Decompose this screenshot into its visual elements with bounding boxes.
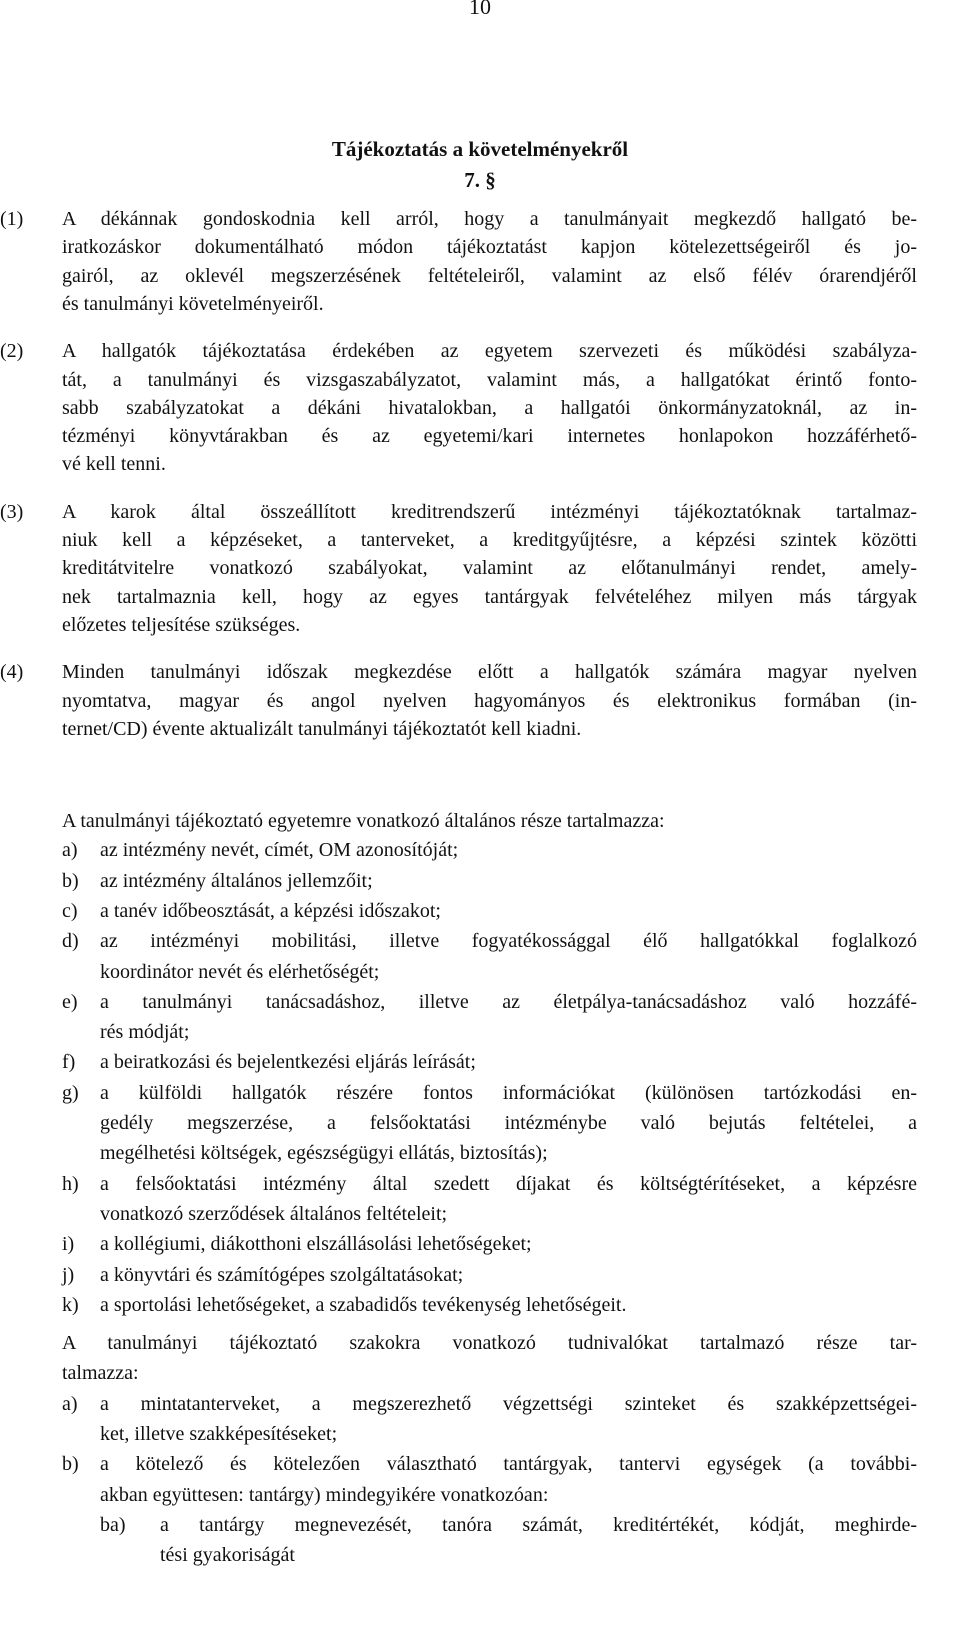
list-item: az intézményi mobilitási, illetve fogyatékossággal élő hallgatókkal foglalkozó bbox=[100, 930, 917, 953]
paragraph-line: tézményi könyvtárakban és az egyetemi/kari internetes honlapokon hozzáférhető- bbox=[62, 425, 917, 448]
list-item: a kollégiumi, diákotthoni elszállásolási lehetőségeket; bbox=[100, 1233, 532, 1256]
paragraph-line: A karok által összeállított kreditrendszerű intézményi tájékoztatóknak tartalmaz- bbox=[62, 500, 917, 523]
list-intro: A tanulmányi tájékoztató szakokra vonatkozó tudnivalókat tartalmazó része tar- bbox=[62, 1332, 917, 1354]
paragraph-line: ternet/CD) évente aktualizált tanulmányi tájékoztatót kell kiadni. bbox=[62, 717, 582, 740]
page-number: 10 bbox=[469, 0, 491, 19]
list-label: a) bbox=[62, 1392, 78, 1415]
list-label: f) bbox=[62, 1051, 76, 1074]
list-label: b) bbox=[62, 869, 79, 892]
list-item: a tanév időbeosztását, a képzési időszakot; bbox=[100, 899, 441, 922]
list-label: h) bbox=[62, 1172, 79, 1195]
paragraph-line: niuk kell a képzéseket, a tanterveket, a kreditgyűjtésre, a képzési szintek közötti bbox=[62, 529, 917, 551]
paragraph-line: iratkozáskor dokumentálható módon tájékoztatást kapjon kötelezettségeiről és jo- bbox=[62, 236, 917, 259]
list-item: megélhetési költségek, egészségügyi ellátás, biztosítás); bbox=[100, 1142, 548, 1165]
list-item: gedély megszerzése, a felsőoktatási intézménybe való bejutás feltételei, a bbox=[100, 1112, 917, 1134]
list-label: c) bbox=[62, 899, 78, 922]
list-item: a kötelező és kötelezően választható tantárgyak, tantervi egységek (a további- bbox=[100, 1453, 917, 1476]
list-label: j) bbox=[62, 1263, 75, 1286]
sub-list-label: ba) bbox=[100, 1513, 126, 1536]
list-item: a felsőoktatási intézmény által szedett díjakat és költségtérítéseket, a képzésre bbox=[100, 1172, 917, 1195]
paragraph-line: sabb szabályzatokat a dékáni hivatalokban, a hallgatói önkormányzatoknál, az in- bbox=[62, 396, 917, 419]
list-item: az intézmény nevét, címét, OM azonosítóját; bbox=[100, 839, 459, 862]
list-item: az intézmény általános jellemzőit; bbox=[100, 869, 373, 892]
paragraph-line: gairól, az oklevél megszerzésének feltételeiről, valamint az első félév órarendjéről bbox=[62, 264, 917, 287]
list-item: a sportolási lehetőségeket, a szabadidős tevékenység lehetőségeit. bbox=[100, 1293, 627, 1316]
paragraph-line: tát, a tanulmányi és vizsgaszabályzatot, valamint más, a hallgatókat érintő fonto- bbox=[62, 368, 917, 391]
list-label: i) bbox=[62, 1233, 75, 1256]
paragraph-line: kreditátvitelre vonatkozó szabályokat, valamint az előtanulmányi rendet, amely- bbox=[62, 557, 917, 580]
paragraph-line: előzetes teljesítése szükséges. bbox=[62, 613, 301, 636]
paragraph-line: és tanulmányi követelményeiről. bbox=[62, 292, 324, 315]
page-title: Tájékoztatás a követelményekről bbox=[331, 137, 629, 161]
paragraph-number: (4) bbox=[0, 661, 24, 684]
paragraph-line: nek tartalmaznia kell, hogy az egyes tantárgyak felvételéhez milyen más tárgyak bbox=[62, 585, 917, 608]
list-label: e) bbox=[62, 990, 78, 1013]
list-label: g) bbox=[62, 1081, 79, 1104]
list-item: rés módját; bbox=[100, 1021, 190, 1044]
paragraph-line: vé kell tenni. bbox=[62, 453, 166, 476]
list-item: ket, illetve szakképesítéseket; bbox=[100, 1422, 338, 1445]
list-intro: A tanulmányi tájékoztató egyetemre vonatkozó általános része tartalmazza: bbox=[62, 810, 665, 832]
paragraph-line: nyomtatva, magyar és angol nyelven hagyományos és elektronikus formában (in- bbox=[62, 689, 917, 712]
list-item: vonatkozó szerződések általános feltételeit; bbox=[100, 1202, 448, 1225]
list-label: b) bbox=[62, 1453, 79, 1476]
list-item: a külföldi hallgatók részére fontos információkat (különösen tartózkodási en- bbox=[100, 1081, 917, 1104]
paragraph-line: A dékánnak gondoskodnia kell arról, hogy a tanulmányait megkezdő hallgató be- bbox=[62, 208, 917, 230]
list-label: a) bbox=[62, 839, 78, 862]
list-item: koordinátor nevét és elérhetőségét; bbox=[100, 960, 380, 983]
sub-list-item: tési gyakoriságát bbox=[160, 1544, 295, 1567]
list-item: a beiratkozási és bejelentkezési eljárás leírását; bbox=[100, 1051, 476, 1074]
list-item: a könyvtári és számítógépes szolgáltatásokat; bbox=[100, 1263, 464, 1286]
paragraph-line: A hallgatók tájékoztatása érdekében az egyetem szervezeti és működési szabályza- bbox=[62, 340, 917, 363]
list-intro: talmazza: bbox=[62, 1362, 139, 1385]
paragraph-line: Minden tanulmányi időszak megkezdése előtt a hallgatók számára magyar nyelven bbox=[62, 661, 917, 684]
list-item: a tanulmányi tanácsadáshoz, illetve az életpálya-tanácsadáshoz való hozzáfé- bbox=[100, 990, 917, 1013]
section-number: 7. § bbox=[464, 168, 496, 192]
paragraph-number: (1) bbox=[0, 208, 24, 230]
list-label: k) bbox=[62, 1293, 79, 1316]
list-label: d) bbox=[62, 930, 79, 953]
list-item: a mintatanterveket, a megszerezhető végzettségi szinteket és szakképzettségei- bbox=[100, 1392, 917, 1415]
sub-list-item: a tantárgy megnevezését, tanóra számát, kreditértékét, kódját, meghirde- bbox=[160, 1513, 917, 1536]
paragraph-number: (3) bbox=[0, 500, 24, 523]
list-item: akban együttesen: tantárgy) mindegyikére vonatkozóan: bbox=[100, 1483, 549, 1506]
paragraph-number: (2) bbox=[0, 340, 24, 363]
